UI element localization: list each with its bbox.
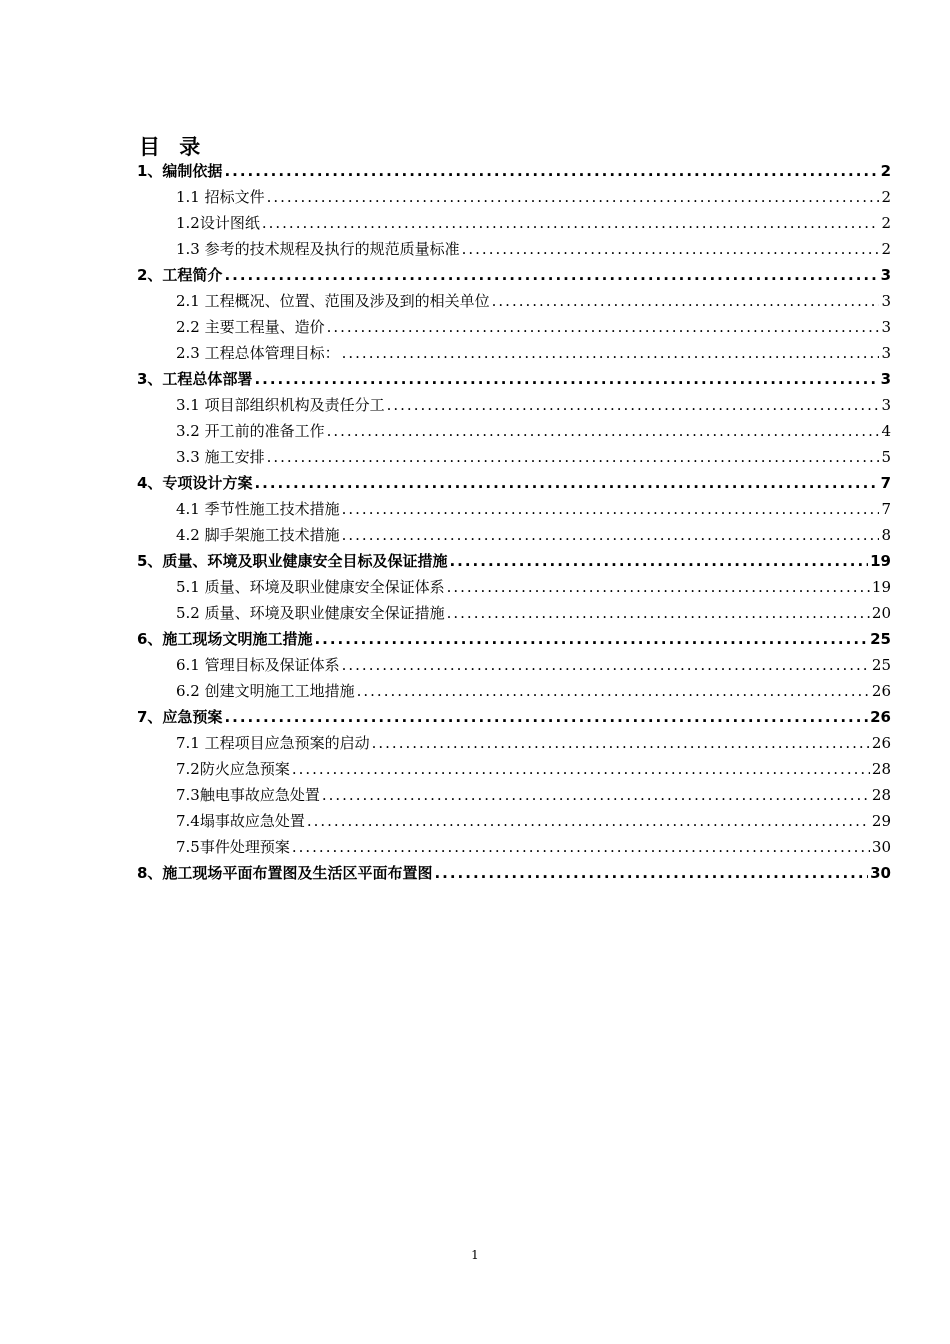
- toc-entry-label: 1.1 招标文件: [176, 188, 265, 206]
- toc-entry-label: 7、应急预案: [137, 708, 223, 726]
- toc-chapter-entry[interactable]: [137, 548, 891, 574]
- toc-entry-label: 6、施工现场文明施工措施: [137, 630, 313, 648]
- toc-entry-label: 5.2 质量、环境及职业健康安全保证措施: [176, 604, 445, 622]
- toc-chapter-entry[interactable]: [137, 366, 891, 392]
- toc-entry-page-number: 25: [870, 630, 891, 648]
- toc-leader-dots: [292, 834, 870, 860]
- toc-chapter-entry[interactable]: [137, 626, 891, 652]
- toc-entry-label: 7.2防火应急预案: [176, 760, 290, 778]
- toc-entry-label: 8、施工现场平面布置图及生活区平面布置图: [137, 864, 433, 882]
- toc-section-entry[interactable]: [137, 236, 891, 262]
- toc-leader-dots: [292, 756, 870, 782]
- toc-entry-label: 1.2设计图纸: [176, 214, 260, 232]
- toc-chapter-entry[interactable]: [137, 704, 891, 730]
- toc-section-entry[interactable]: [137, 184, 891, 210]
- toc-entry-page-number: 30: [871, 838, 891, 856]
- toc-chapter-entry[interactable]: [137, 470, 891, 496]
- toc-entry-label: 3.1 项目部组织机构及责任分工: [176, 396, 385, 414]
- toc-entry-page-number: 3: [880, 266, 891, 284]
- toc-leader-dots: [447, 574, 870, 600]
- toc-leader-dots: [434, 860, 868, 886]
- toc-leader-dots: [314, 626, 868, 652]
- toc-leader-dots: [447, 600, 870, 626]
- toc-entry-page-number: 19: [870, 552, 891, 570]
- toc-entry-label: 7.5事件处理预案: [176, 838, 290, 856]
- toc-section-entry[interactable]: [137, 808, 891, 834]
- toc-entry-page-number: 26: [870, 708, 891, 726]
- toc-entry-page-number: 2: [881, 214, 891, 232]
- toc-section-entry[interactable]: [137, 340, 891, 366]
- toc-entry-label: 6.1 管理目标及保证体系: [176, 656, 340, 674]
- toc-section-entry[interactable]: [137, 782, 891, 808]
- toc-entry-page-number: 3: [881, 318, 891, 336]
- toc-section-entry[interactable]: [137, 652, 891, 678]
- toc-entry-page-number: 25: [871, 656, 891, 674]
- toc-leader-dots: [224, 158, 878, 184]
- toc-entry-label: 3.2 开工前的准备工作: [176, 422, 325, 440]
- toc-entry-page-number: 3: [881, 344, 891, 362]
- toc-entry-page-number: 26: [871, 734, 891, 752]
- toc-leader-dots: [224, 704, 868, 730]
- toc-leader-dots: [462, 236, 880, 262]
- page-number: 1: [471, 1248, 479, 1262]
- toc-entry-label: 6.2 创建文明施工工地措施: [176, 682, 355, 700]
- toc-entry-page-number: 2: [881, 240, 891, 258]
- toc-section-entry[interactable]: [137, 444, 891, 470]
- toc-entry-page-number: 2: [881, 188, 891, 206]
- toc-section-entry[interactable]: [137, 574, 891, 600]
- toc-section-entry[interactable]: [137, 418, 891, 444]
- table-of-contents: [137, 158, 891, 886]
- toc-entry-label: 4.2 脚手架施工技术措施: [176, 526, 340, 544]
- toc-leader-dots: [262, 210, 880, 236]
- toc-entry-label: 2.2 主要工程量、造价: [176, 318, 325, 336]
- toc-leader-dots: [224, 262, 878, 288]
- toc-entry-label: 2.1 工程概况、位置、范围及涉及到的相关单位: [176, 292, 490, 310]
- toc-entry-page-number: 30: [870, 864, 891, 882]
- toc-chapter-entry[interactable]: [137, 262, 891, 288]
- toc-entry-label: 1、编制依据: [137, 162, 223, 180]
- toc-entry-page-number: 3: [881, 292, 891, 310]
- toc-entry-page-number: 28: [871, 760, 891, 778]
- toc-entry-label: 3.3 施工安排: [176, 448, 265, 466]
- toc-title: 目 录: [139, 135, 207, 159]
- toc-entry-label: 4、专项设计方案: [137, 474, 253, 492]
- toc-entry-label: 5.1 质量、环境及职业健康安全保证体系: [176, 578, 445, 596]
- toc-section-entry[interactable]: [137, 288, 891, 314]
- toc-leader-dots: [357, 678, 870, 704]
- toc-entry-page-number: 26: [871, 682, 891, 700]
- toc-leader-dots: [267, 444, 880, 470]
- toc-entry-label: 2.3 工程总体管理目标：: [176, 344, 340, 362]
- toc-leader-dots: [372, 730, 870, 756]
- toc-section-entry[interactable]: [137, 210, 891, 236]
- toc-section-entry[interactable]: [137, 522, 891, 548]
- toc-leader-dots: [342, 340, 880, 366]
- toc-section-entry[interactable]: [137, 834, 891, 860]
- toc-leader-dots: [322, 782, 870, 808]
- toc-entry-page-number: 8: [881, 526, 891, 544]
- toc-section-entry[interactable]: [137, 678, 891, 704]
- toc-section-entry[interactable]: [137, 314, 891, 340]
- toc-entry-label: 5、质量、环境及职业健康安全目标及保证措施: [137, 552, 448, 570]
- toc-section-entry[interactable]: [137, 730, 891, 756]
- toc-entry-label: 2、工程简介: [137, 266, 223, 284]
- toc-leader-dots: [342, 652, 870, 678]
- toc-section-entry[interactable]: [137, 496, 891, 522]
- toc-leader-dots: [342, 522, 880, 548]
- toc-entry-page-number: 3: [881, 396, 891, 414]
- toc-entry-page-number: 20: [871, 604, 891, 622]
- toc-section-entry[interactable]: [137, 756, 891, 782]
- toc-section-entry[interactable]: [137, 600, 891, 626]
- toc-entry-page-number: 4: [881, 422, 891, 440]
- toc-leader-dots: [387, 392, 880, 418]
- toc-entry-page-number: 7: [880, 474, 891, 492]
- toc-entry-label: 7.3触电事故应急处置: [176, 786, 320, 804]
- toc-entry-page-number: 5: [881, 448, 891, 466]
- toc-leader-dots: [254, 470, 878, 496]
- toc-entry-page-number: 28: [871, 786, 891, 804]
- toc-entry-label: 3、工程总体部署: [137, 370, 253, 388]
- toc-entry-page-number: 19: [871, 578, 891, 596]
- toc-entry-label: 7.4塌事故应急处置: [176, 812, 305, 830]
- toc-entry-page-number: 2: [880, 162, 891, 180]
- toc-leader-dots: [449, 548, 868, 574]
- toc-entry-label: 7.1 工程项目应急预案的启动: [176, 734, 370, 752]
- toc-leader-dots: [327, 314, 880, 340]
- toc-leader-dots: [492, 288, 880, 314]
- toc-entry-page-number: 7: [881, 500, 891, 518]
- toc-leader-dots: [307, 808, 870, 834]
- toc-chapter-entry[interactable]: [137, 158, 891, 184]
- toc-section-entry[interactable]: [137, 392, 891, 418]
- toc-leader-dots: [342, 496, 880, 522]
- toc-leader-dots: [327, 418, 880, 444]
- toc-entry-label: 1.3 参考的技术规程及执行的规范质量标准: [176, 240, 460, 258]
- toc-leader-dots: [254, 366, 878, 392]
- toc-chapter-entry[interactable]: [137, 860, 891, 886]
- toc-entry-page-number: 29: [871, 812, 891, 830]
- toc-leader-dots: [267, 184, 880, 210]
- toc-entry-label: 4.1 季节性施工技术措施: [176, 500, 340, 518]
- toc-entry-page-number: 3: [880, 370, 891, 388]
